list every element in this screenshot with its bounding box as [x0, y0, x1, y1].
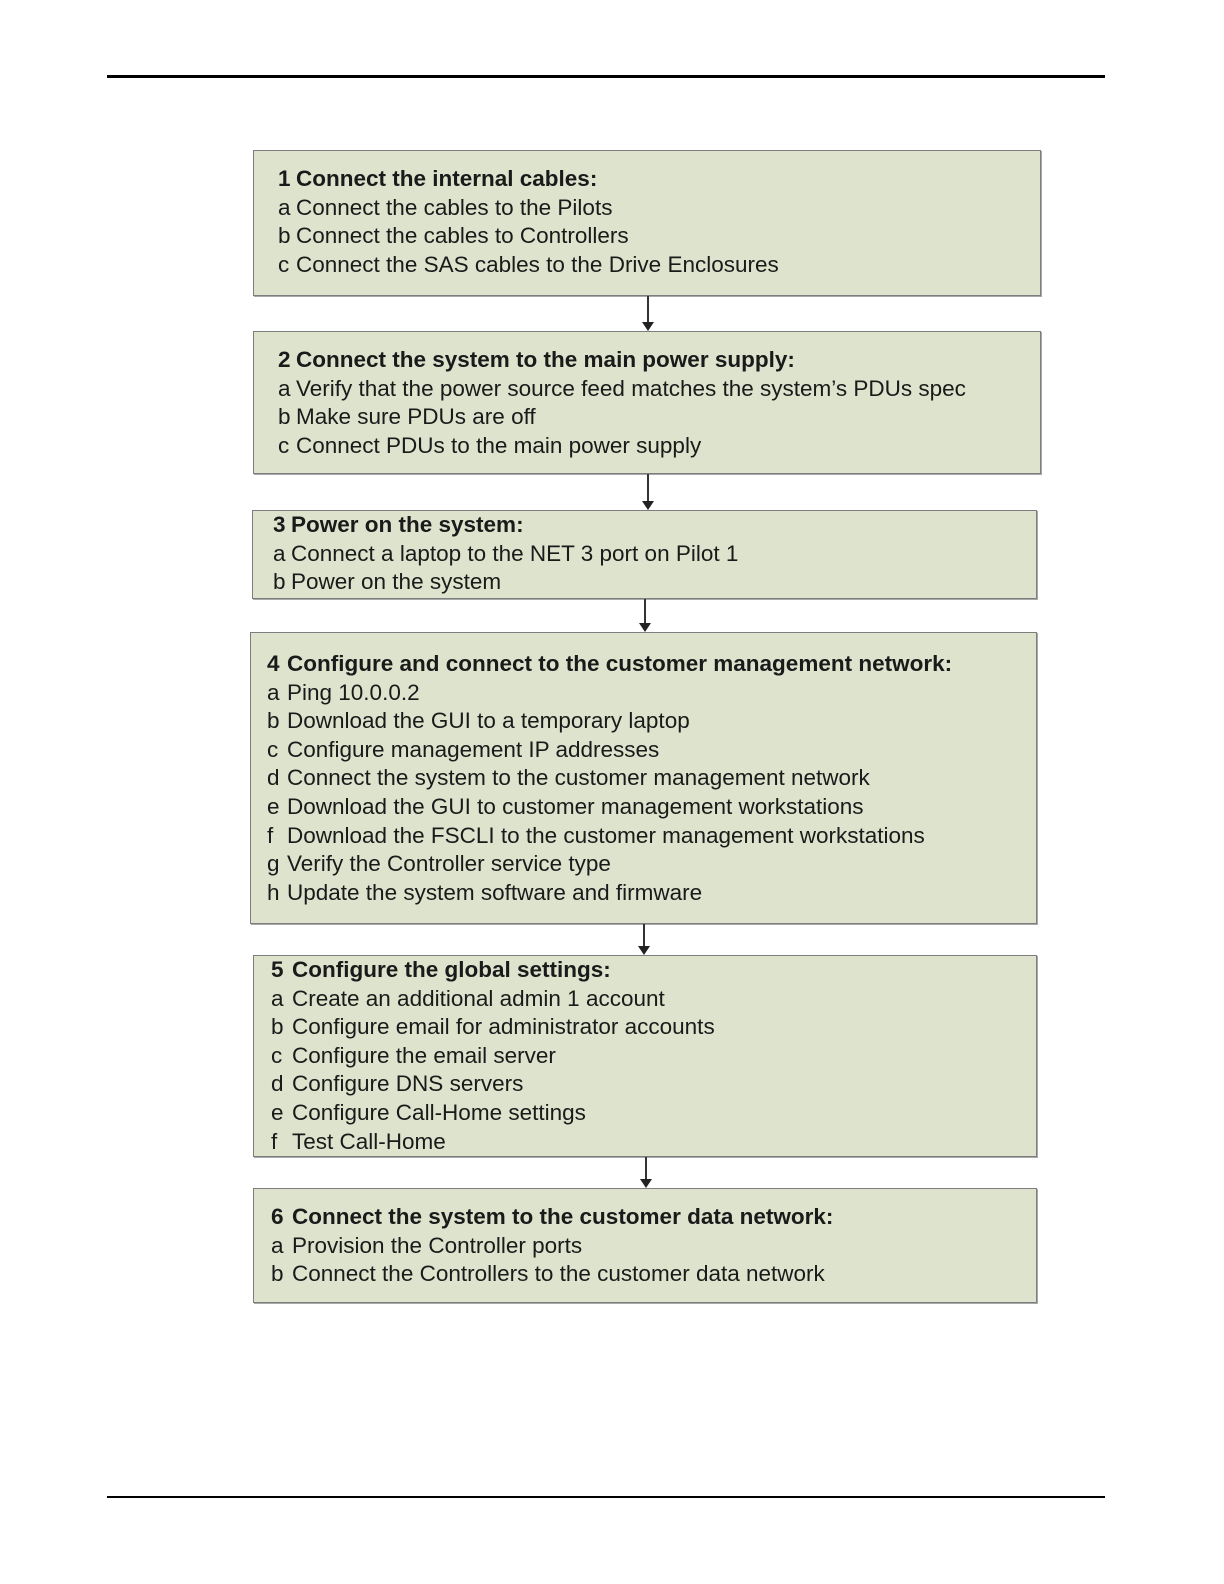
item-text: Download the GUI to customer management workstations: [287, 793, 864, 819]
list-item: [271, 985, 1036, 1014]
item-letter: a: [273, 540, 286, 566]
item-letter: b: [267, 708, 280, 734]
step-title: [278, 165, 1040, 194]
arrow-shaft: [645, 1157, 647, 1181]
item-letter: f: [271, 1128, 278, 1154]
item-letter: e: [267, 793, 280, 819]
step-title: [278, 346, 1040, 375]
flow-arrow-3-4: [639, 599, 651, 632]
step-number: 1: [278, 166, 291, 191]
arrow-head-icon: [638, 946, 650, 955]
step-title-text: Connect the internal cables:: [296, 166, 598, 191]
item-text: Connect the system to the customer management network: [287, 765, 870, 791]
item-letter: h: [267, 879, 280, 905]
list-item: [267, 850, 1036, 879]
flow-arrow-1-2: [642, 296, 654, 331]
arrow-head-icon: [642, 322, 654, 331]
arrow-head-icon: [640, 1179, 652, 1188]
step-box-1: [253, 150, 1041, 296]
item-letter: b: [278, 404, 291, 430]
list-item: [278, 432, 1040, 461]
list-item: [267, 793, 1036, 822]
item-text: Configure the email server: [292, 1042, 556, 1068]
list-item: [271, 1070, 1036, 1099]
list-item: [271, 1042, 1036, 1071]
step-box-4: [250, 632, 1037, 924]
item-text: Configure DNS servers: [292, 1071, 524, 1097]
step-title-text: Power on the system:: [291, 512, 524, 537]
item-letter: a: [278, 194, 291, 220]
step-number: 2: [278, 347, 291, 372]
step-number: 3: [273, 512, 286, 537]
list-item: [278, 375, 1040, 404]
arrow-head-icon: [639, 623, 651, 632]
item-text: Connect the cables to the Pilots: [296, 194, 613, 220]
list-item: [278, 194, 1040, 223]
item-letter: b: [273, 569, 286, 595]
list-item: [278, 251, 1040, 280]
step-title-text: Connect the system to the main power supply:: [296, 347, 795, 372]
arrow-shaft: [643, 924, 645, 948]
step-number: 6: [271, 1204, 284, 1229]
item-letter: a: [271, 1232, 284, 1258]
item-text: Ping 10.0.0.2: [287, 679, 420, 705]
item-letter: c: [278, 251, 290, 277]
step-number: 5: [271, 957, 284, 982]
list-item: [267, 764, 1036, 793]
step-title: [273, 511, 1036, 540]
item-letter: b: [278, 223, 291, 249]
item-text: Configure email for administrator accounts: [292, 1014, 715, 1040]
step-title-text: Configure and connect to the customer management network:: [287, 651, 953, 676]
step-title-text: Configure the global settings:: [292, 957, 611, 982]
step-title: [271, 956, 1036, 985]
list-item: [267, 707, 1036, 736]
item-letter: c: [271, 1042, 283, 1068]
item-text: Make sure PDUs are off: [296, 404, 536, 430]
item-letter: d: [267, 765, 280, 791]
item-text: Connect PDUs to the main power supply: [296, 432, 702, 458]
flow-arrow-2-3: [642, 474, 654, 510]
item-letter: c: [278, 432, 290, 458]
arrow-shaft: [647, 474, 649, 503]
list-item: [271, 1128, 1036, 1157]
item-letter: b: [271, 1014, 284, 1040]
item-letter: g: [267, 851, 280, 877]
step-number: 4: [267, 651, 280, 676]
item-text: Configure management IP addresses: [287, 736, 660, 762]
step-box-6: [253, 1188, 1037, 1303]
step-title-text: Connect the system to the customer data network:: [292, 1204, 834, 1229]
step-box-5: [253, 955, 1037, 1157]
item-letter: a: [271, 985, 284, 1011]
item-text: Download the GUI to a temporary laptop: [287, 708, 690, 734]
item-text: Download the FSCLI to the customer management workstations: [287, 822, 925, 848]
item-letter: f: [267, 822, 274, 848]
item-text: Verify that the power source feed matches the system’s PDUs spec: [296, 375, 966, 401]
item-text: Connect a laptop to the NET 3 port on Pilot 1: [291, 540, 739, 566]
list-item: [271, 1099, 1036, 1128]
list-item: [271, 1260, 1036, 1289]
item-letter: d: [271, 1071, 284, 1097]
item-text: Test Call-Home: [292, 1128, 446, 1154]
list-item: [273, 540, 1036, 569]
list-item: [273, 568, 1036, 597]
step-box-2: [253, 331, 1041, 474]
list-item: [278, 222, 1040, 251]
item-text: Connect the SAS cables to the Drive Enclosures: [296, 251, 779, 277]
flow-arrow-4-5: [638, 924, 650, 955]
item-text: Create an additional admin 1 account: [292, 985, 665, 1011]
item-letter: c: [267, 736, 279, 762]
item-letter: a: [267, 679, 280, 705]
arrow-head-icon: [642, 501, 654, 510]
step-title: [271, 1203, 1036, 1232]
header-rule: [107, 75, 1105, 78]
flow-arrow-5-6: [640, 1157, 652, 1188]
item-text: Configure Call-Home settings: [292, 1099, 586, 1125]
item-text: Verify the Controller service type: [287, 851, 611, 877]
item-text: Connect the cables to Controllers: [296, 223, 629, 249]
step-box-3: [252, 510, 1037, 599]
step-title: [267, 650, 1036, 679]
footer-rule: [107, 1496, 1105, 1498]
item-letter: a: [278, 375, 291, 401]
list-item: [271, 1232, 1036, 1261]
arrow-shaft: [644, 599, 646, 625]
list-item: [278, 403, 1040, 432]
item-text: Connect the Controllers to the customer data network: [292, 1261, 825, 1287]
item-letter: e: [271, 1099, 284, 1125]
list-item: [267, 679, 1036, 708]
list-item: [267, 736, 1036, 765]
item-text: Update the system software and firmware: [287, 879, 703, 905]
item-letter: b: [271, 1261, 284, 1287]
list-item: [267, 822, 1036, 851]
list-item: [267, 879, 1036, 908]
item-text: Power on the system: [291, 569, 502, 595]
list-item: [271, 1013, 1036, 1042]
item-text: Provision the Controller ports: [292, 1232, 583, 1258]
arrow-shaft: [647, 296, 649, 324]
